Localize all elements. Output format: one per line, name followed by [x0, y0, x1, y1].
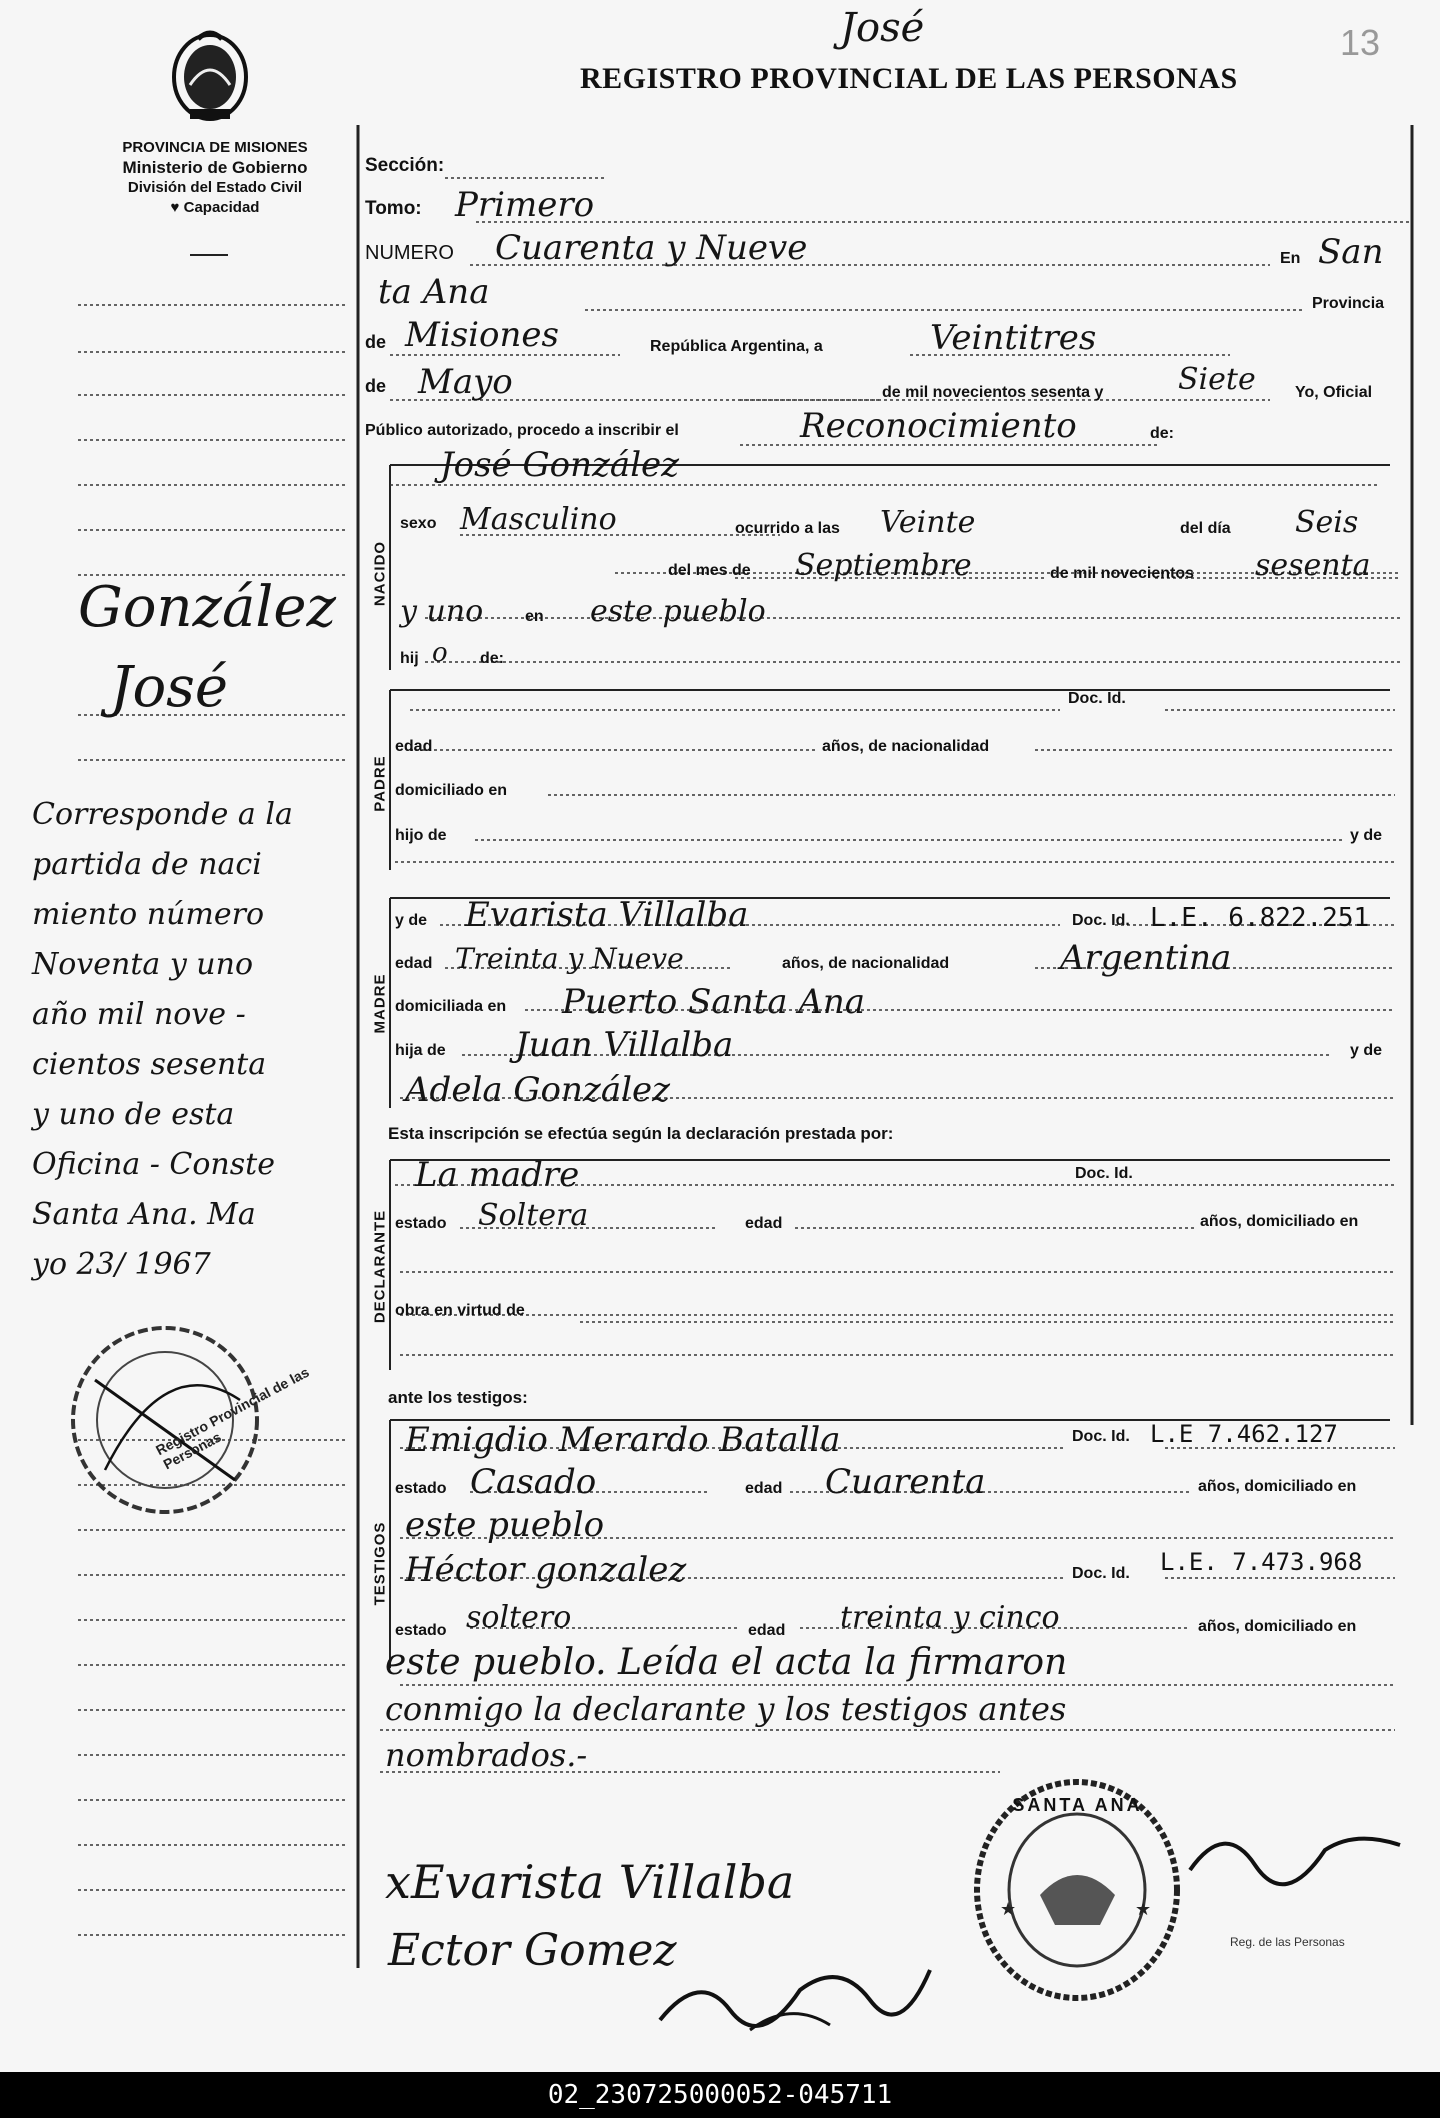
sidebar-note-line: Corresponde a la: [32, 797, 293, 832]
division-label: División del Estado Civil: [127, 179, 303, 196]
w2-estado-label: estado: [395, 1622, 447, 1639]
sidebar-note-line: cientos sesenta: [32, 1047, 267, 1082]
w1-doc-label: Doc. Id.: [1072, 1428, 1130, 1445]
declarante-estado-label: estado: [395, 1215, 447, 1232]
declarante-edad-label: edad: [745, 1215, 783, 1232]
nacido-name: José González: [440, 445, 680, 485]
padre-hijo-label: hijo de: [395, 827, 447, 844]
declarante-estado-value: Soltera: [478, 1198, 589, 1233]
w1-domicile: este pueblo: [405, 1505, 605, 1545]
official-signature-scribble: [640, 1940, 940, 2040]
madre-father-value: Juan Villalba: [515, 1025, 734, 1065]
madre-domicile-value: Puerto Santa Ana: [562, 982, 866, 1022]
publico-label: Público autorizado, procedo a inscribir el: [365, 422, 679, 439]
day-value: Veintitres: [930, 318, 1097, 358]
signature-declarante: xEvarista Villalba: [385, 1855, 795, 1909]
del-dia-label: del día: [1180, 520, 1231, 537]
numero-value: Cuarenta y Nueve: [495, 228, 808, 268]
closing-line: conmigo la declarante y los testigos antes: [385, 1690, 1067, 1728]
w2-name: Héctor gonzalez: [405, 1550, 687, 1590]
tomo-value: Primero: [455, 185, 595, 225]
sidebar-note-line: Santa Ana. Ma: [32, 1197, 256, 1232]
ministry-label: Ministerio de Gobierno: [122, 158, 308, 177]
declarante-anios-label: años, domiciliado en: [1200, 1213, 1359, 1230]
sexo-label: sexo: [400, 515, 437, 532]
year-value: Siete: [1178, 362, 1256, 397]
nacido-year-value1: sesenta: [1255, 548, 1371, 583]
nacido-year-value2: y uno: [400, 594, 484, 629]
oficial-label: Yo, Oficial: [1295, 384, 1373, 401]
w2-edad-value: treinta y cinco: [840, 1600, 1060, 1635]
heart-icon: ♥: [170, 199, 180, 216]
left-stamp: [65, 1320, 312, 1520]
w1-estado-label: estado: [395, 1480, 447, 1497]
padre-anios-label: años, de nacionalidad: [822, 738, 990, 755]
de-label: de: [365, 332, 387, 352]
w1-doc-value: L.E 7.462.127: [1150, 1420, 1338, 1448]
right-stamp-text: SANTA ANA: [1012, 1795, 1143, 1815]
coat-of-arms-emblem: [160, 25, 260, 125]
sidebar-note-line: Noventa y uno: [32, 947, 254, 982]
testigos-intro: ante los testigos:: [388, 1388, 528, 1407]
w2-doc-label: Doc. Id.: [1072, 1565, 1130, 1582]
padre-section-label: PADRE: [371, 755, 389, 812]
svg-text:★: ★: [1135, 1899, 1152, 1919]
top-scribble: José: [840, 5, 925, 51]
w2-doc-value: L.E. 7.473.968: [1160, 1548, 1363, 1576]
closing-line: nombrados.-: [385, 1736, 588, 1774]
sidebar-note-line: miento número: [32, 897, 265, 932]
province-value: Misiones: [405, 315, 559, 355]
hij-value: o: [432, 638, 448, 668]
w2-estado-value: soltero: [466, 1600, 572, 1635]
w2-edad-label: edad: [748, 1622, 786, 1639]
seccion-label: Sección:: [365, 155, 445, 176]
section-label: Capacidad: [183, 199, 260, 216]
declarante-name: La madre: [415, 1155, 580, 1195]
hij-label: hij: [400, 650, 419, 667]
madre-nat-value: Argentina: [1060, 938, 1232, 978]
madre-section-label: MADRE: [371, 973, 389, 1034]
madre-edad-label: edad: [395, 955, 433, 972]
declarante-doc-label: Doc. Id.: [1075, 1165, 1133, 1182]
nacido-place-value: este pueblo: [590, 594, 766, 629]
declarante-obra-label: obra en virtud de: [395, 1302, 525, 1319]
en-label: En: [1280, 250, 1301, 267]
act-value: Reconocimiento: [800, 406, 1077, 446]
declarante-intro: Esta inscripción se efectúa según la declaración prestada por:: [388, 1124, 894, 1143]
w2-anios-label: años, domiciliado en: [1198, 1618, 1357, 1635]
ocurrido-label: ocurrido a las: [735, 520, 840, 537]
closing-line: este pueblo. Leída el acta la firmaron: [385, 1642, 1068, 1683]
sidebar-note-line: y uno de esta: [32, 1097, 235, 1132]
madre-y-de-label-2: y de: [1350, 1042, 1383, 1059]
tomo-label: Tomo:: [365, 198, 422, 219]
page-mark: 13: [1340, 22, 1381, 63]
madre-hija-label: hija de: [395, 1042, 446, 1059]
place-part1: San: [1318, 232, 1384, 272]
w1-name: Emigdio Merardo Batalla: [405, 1420, 841, 1460]
act-suffix: de:: [1150, 425, 1174, 442]
sidebar-given-name: José: [110, 655, 229, 720]
padre-edad-label: edad: [395, 738, 433, 755]
w1-estado-value: Casado: [470, 1462, 597, 1502]
province-label: PROVINCIA DE MISIONES: [122, 139, 308, 156]
official-signature-right: [1185, 1810, 1410, 1900]
hij-de-label: de:: [480, 650, 504, 667]
signature-witness: Ector Gomez: [388, 1925, 677, 1976]
left-stamp-text: Registro Provincial de las Personas: [153, 1363, 312, 1473]
sidebar-note-line: Oficina - Conste: [32, 1147, 275, 1182]
madre-doc-value: L.E. 6.822.251: [1150, 903, 1370, 933]
madre-doc-label: Doc. Id.: [1072, 912, 1130, 929]
nacido-en-label: en: [525, 608, 544, 625]
testigos-section-label: TESTIGOS: [371, 1521, 389, 1606]
w1-edad-value: Cuarenta: [825, 1462, 986, 1502]
nacido-day-value: Seis: [1295, 505, 1359, 540]
sidebar-surname: González: [78, 575, 336, 640]
month-value: Mayo: [418, 362, 513, 402]
right-stamp: [970, 1775, 1185, 2005]
w1-anios-label: años, domiciliado en: [1198, 1478, 1357, 1495]
numero-label: NUMERO: [365, 242, 454, 264]
closing-text: [385, 1640, 1405, 1778]
sidebar-note-line: partida de naci: [32, 847, 262, 882]
madre-mother-value: Adela González: [405, 1070, 671, 1110]
sidebar-note: [32, 790, 352, 1290]
footer-code: 02_230725000052-045711: [0, 2072, 1440, 2118]
padre-y-de-label: y de: [1350, 827, 1383, 844]
nacido-section-label: NACIDO: [371, 540, 389, 607]
year-label: de mil novecientos sesenta y: [882, 384, 1104, 401]
hour-value: Veinte: [880, 505, 976, 540]
mil-label: de mil novecientos: [1050, 565, 1195, 582]
madre-domiciliada-label: domiciliada en: [395, 998, 507, 1015]
padre-doc-label: Doc. Id.: [1068, 690, 1126, 707]
nacido-month-value: Septiembre: [795, 548, 972, 583]
sidebar-note-line: yo 23/ 1967: [32, 1247, 211, 1282]
main-title: REGISTRO PROVINCIAL DE LAS PERSONAS: [580, 62, 1238, 95]
provincia-label: Provincia: [1312, 295, 1385, 312]
sexo-value: Masculino: [460, 502, 617, 537]
madre-name: Evarista Villalba: [465, 895, 749, 935]
svg-text:★: ★: [1000, 1899, 1017, 1919]
madre-edad-value: Treinta y Nueve: [455, 942, 684, 975]
madre-y-de-label: y de: [395, 912, 428, 929]
right-stamp-sub: Reg. de las Personas: [1230, 1935, 1345, 1949]
republica-label: República Argentina, a: [650, 338, 823, 355]
sidebar-note-line: año mil nove -: [32, 997, 246, 1032]
mes-label: del mes de: [668, 562, 751, 579]
section-row: [70, 198, 360, 218]
sidebar-header: [70, 138, 360, 218]
madre-anios-label: años, de nacionalidad: [782, 955, 950, 972]
place-part2: ta Ana: [378, 272, 490, 312]
declarante-section-label: DECLARANTE: [371, 1209, 389, 1324]
w1-edad-label: edad: [745, 1480, 783, 1497]
de-label-2: de: [365, 376, 387, 396]
padre-domiciliado-label: domiciliado en: [395, 782, 508, 799]
